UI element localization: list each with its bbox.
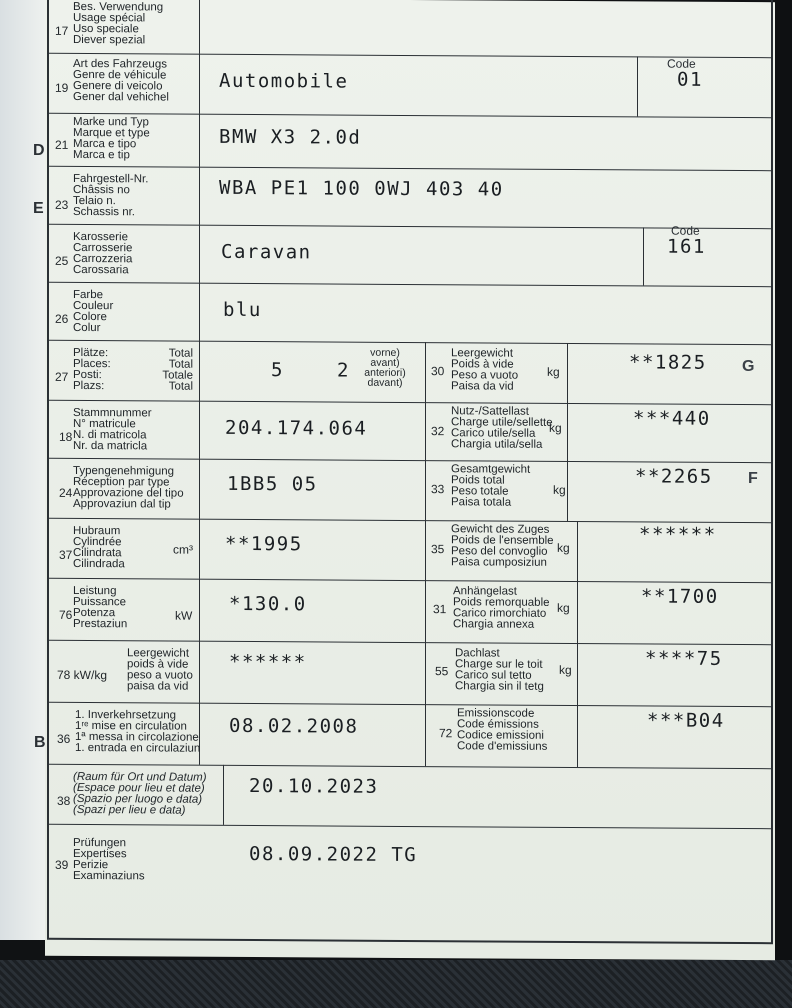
field-label-total: Total Total Totale Total	[162, 347, 193, 393]
field-label: Anhängelast Poids remorquable Carico rimorchiato Chargia annexa	[453, 585, 550, 631]
field-number: 33	[431, 482, 445, 497]
unit-label: kg	[547, 364, 560, 379]
unit-label: kg	[557, 540, 570, 555]
field-number: 78 kW/kg	[57, 667, 108, 683]
field-number: 30	[431, 364, 445, 379]
registration-form-grid	[47, 0, 773, 944]
row-37-35	[49, 518, 771, 583]
field-number: 32	[431, 424, 445, 439]
field-label: Hubraum Cylindrée Cilindrata Cilindrada	[73, 524, 125, 571]
row-78-55	[49, 640, 771, 707]
field-number: 18	[59, 429, 73, 444]
unit-label: kg	[559, 662, 572, 677]
code-label: Code	[671, 223, 700, 238]
field-label: Bes. Verwendung Usage spécial Uso speciale Diever spezial	[73, 0, 164, 47]
power-value: *130.0	[229, 592, 307, 616]
field-label: (Raum für Ort und Datum) (Espace pour lieu et date) (Spazio per luogo e data) (Spazi per lieu e data)	[73, 770, 207, 817]
field-number: 21	[55, 137, 69, 152]
background-left	[0, 0, 45, 940]
body-value: Caravan	[221, 240, 312, 264]
side-letter-e: E	[33, 200, 44, 217]
field-number: 36	[57, 731, 71, 746]
field-number: 38	[57, 793, 71, 808]
seats-total-value: 5	[271, 359, 284, 382]
empty-weight-value: **1825	[629, 351, 707, 374]
vehicle-kind-code: 01	[677, 68, 703, 91]
field-label: 1. Inverkehrsetzung 1ʳᵉ mise en circulation 1ª messa in circolazione 1. entrada en circulaziun	[75, 708, 201, 755]
roof-load-value: ****75	[645, 647, 723, 670]
row-19-vehicle-kind	[49, 53, 771, 118]
field-number: 26	[55, 311, 69, 326]
field-label: Leistung Puissance Potenza Prestaziun	[73, 584, 128, 631]
field-number: 27	[55, 369, 69, 384]
row-24-33	[49, 458, 771, 523]
side-letter-b: B	[34, 734, 46, 751]
field-label: Fahrgestell-Nr. Châssis no Telaio n. Schassis nr.	[73, 172, 149, 219]
field-label: Farbe Couleur Colore Colur	[73, 288, 114, 335]
field-label-front: vorne) avant) anteriori) davant)	[364, 346, 406, 389]
body-code: 161	[667, 235, 706, 258]
matriculation-number-value: 204.174.064	[225, 416, 368, 440]
unit-label: cm³	[173, 542, 193, 557]
color-value: blu	[223, 298, 262, 322]
make-type-value: BMW X3 2.0d	[219, 125, 362, 149]
field-label: Marke und Typ Marque et type Marca e tipo Marca e tip	[73, 115, 150, 162]
unit-label: kg	[549, 420, 562, 435]
field-number: 39	[55, 857, 69, 872]
row-21-make-type	[49, 113, 771, 171]
side-letter-g: G	[742, 358, 755, 375]
field-number: 17	[55, 23, 69, 38]
emission-code-value: ***B04	[647, 709, 725, 732]
type-approval-value: 1BB5 05	[227, 472, 318, 496]
background-fabric	[0, 960, 792, 1008]
vehicle-kind-value: Automobile	[219, 69, 349, 93]
field-label: Plätze: Places: Posti: Plazs:	[73, 346, 111, 393]
field-number: 72	[439, 726, 453, 741]
row-25-body	[49, 224, 771, 287]
field-label: Typengenehmigung Réception par type Approvazione del tipo Approvaziun dal tip	[73, 464, 184, 511]
side-letter-d: D	[33, 142, 45, 159]
row-23-chassis	[49, 166, 771, 229]
row-39-inspections	[49, 824, 771, 942]
field-number: 24	[59, 485, 73, 500]
field-number: 76	[59, 607, 73, 622]
displacement-value: **1995	[225, 532, 303, 556]
vehicle-registration-document	[45, 0, 775, 960]
field-label: Gewicht des Zuges Poids de l'ensemble Peso del convoglio Paisa cumposiziun	[451, 523, 554, 569]
row-38-place-date	[49, 764, 771, 829]
field-label: Art des Fahrzeugs Genre de véhicule Genere di veicolo Gener dal vehichel	[73, 57, 169, 104]
place-date-value: 20.10.2023	[249, 775, 379, 798]
chassis-number-value: WBA PE1 100 0WJ 403 40	[219, 176, 504, 201]
row-18-32	[49, 400, 771, 463]
field-number: 55	[435, 664, 449, 679]
field-label: Stammnummer N° matricule N. di matricola Nr. da matricla	[73, 406, 152, 453]
field-number: 31	[433, 602, 447, 617]
power-to-weight-value: ******	[229, 650, 307, 674]
unit-label: kg	[553, 482, 566, 497]
train-weight-value: ******	[639, 523, 717, 546]
field-label: Leergewicht Poids à vide Peso a vuoto Paisa da vid	[451, 347, 519, 393]
unit-label: kg	[557, 600, 570, 615]
row-26-color	[49, 282, 771, 345]
field-label: Dachlast Charge sur le toit Carico sul tetto Chargia sin il tetg	[455, 647, 544, 693]
field-label: Leergewicht poids à vide peso a vuoto paisa da vid	[127, 647, 193, 693]
side-letter-f: F	[748, 470, 758, 487]
field-label: Gesamtgewicht Poids total Peso totale Paisa totala	[451, 463, 531, 509]
code-label: Code	[667, 56, 696, 71]
field-number: 37	[59, 547, 73, 562]
row-76-31	[49, 578, 771, 645]
field-label: Emissionscode Code émissions Codice emissioni Code d'emissiuns	[457, 707, 548, 753]
field-label: Prüfungen Expertises Perizie Examinaziuns	[73, 836, 145, 883]
seats-front-value: 2	[337, 359, 350, 382]
field-number: 35	[431, 542, 445, 557]
field-label: Karosserie Carrosserie Carrozzeria Carossaria	[73, 230, 133, 277]
field-number: 25	[55, 253, 69, 268]
unit-label: kW	[175, 608, 193, 623]
row-17	[49, 0, 771, 58]
inspection-value: 08.09.2022 TG	[249, 843, 418, 867]
trailer-load-value: **1700	[641, 585, 719, 608]
field-number: 19	[55, 80, 69, 95]
payload-value: ***440	[633, 407, 711, 430]
first-registration-value: 08.02.2008	[229, 714, 359, 738]
row-36-72	[49, 702, 771, 769]
row-27-30	[49, 340, 771, 405]
field-number: 23	[55, 197, 69, 212]
total-weight-value: **2265	[635, 465, 713, 488]
field-label: Nutz-/Sattellast Charge utile/sellette Carico utile/sella Chargia utila/sella	[451, 405, 553, 451]
